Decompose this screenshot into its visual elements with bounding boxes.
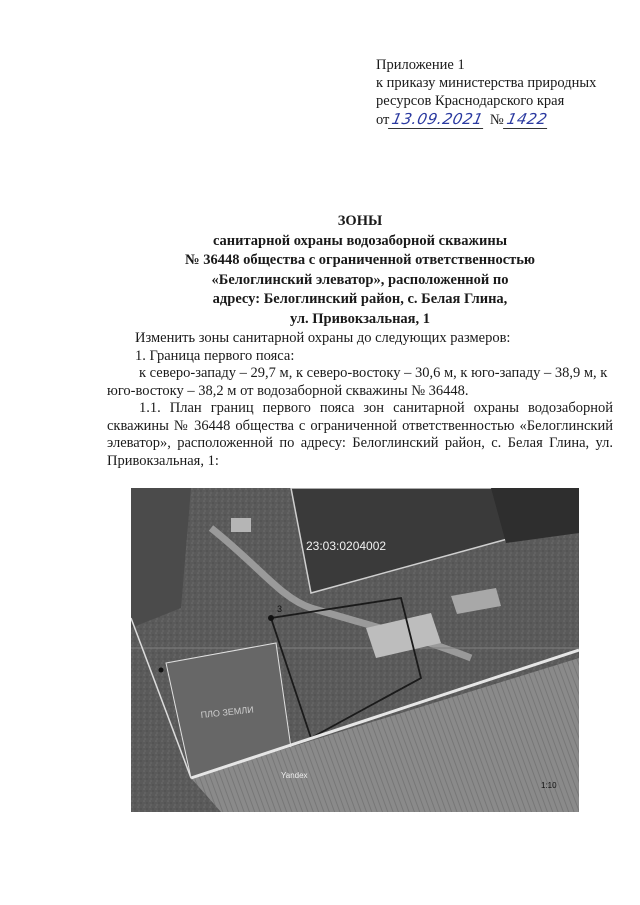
map-drawing	[131, 488, 579, 812]
body-first-zone-heading: 1. Граница первого пояса:	[135, 347, 295, 364]
appendix-ministry-line: ресурсов Краснодарского края	[376, 93, 565, 109]
appendix-header	[376, 56, 626, 129]
number-prefix: №	[489, 112, 504, 128]
document-title	[120, 212, 600, 329]
body-intro: Изменить зоны санитарной охраны до следующих размеров:	[135, 330, 511, 346]
point-label: 3	[277, 604, 283, 614]
title-line-3: № 36448 общества с ограниченной ответственностью	[185, 252, 535, 268]
satellite-map	[131, 488, 579, 812]
map-point-marker-2	[159, 668, 164, 673]
title-line-6: ул. Привокзальная, 1	[289, 310, 431, 327]
title-line-2: санитарной охраны водозаборной скважины	[212, 232, 508, 249]
appendix-title: Приложение 1	[376, 57, 465, 73]
date-prefix: от	[376, 112, 390, 128]
map-point-marker	[268, 615, 274, 621]
title-heading: ЗОНЫ	[337, 213, 383, 229]
appendix-date-line	[376, 110, 626, 129]
map-building-3	[231, 518, 251, 532]
map-watermark: Yandex	[281, 771, 308, 780]
body-distances: к северо-западу – 29,7 м, к северо-востоку – 30,6 м, к юго-западу – 38,9 м, к юго-востоку – 38,2 м от водозаборной скважины № 36448.	[107, 365, 608, 399]
field-label: ПЛО ЗЕМЛИ	[200, 704, 255, 720]
document-body	[107, 330, 613, 470]
appendix-order-line: к приказу министерства природных	[376, 75, 597, 91]
handwritten-date: 13.09.2021	[388, 110, 487, 129]
body-plan-description: 1.1. План границ первого пояса зон санитарной охраны водозаборной скважины № 36448 общества с ограниченной ответственностью «Белоглинский элеватор», расположенной по адресу: Белоглинский район, с. Белая Глина, ул. Привокзальная, 1:	[107, 400, 613, 469]
title-line-5: адресу: Белоглинский район, с. Белая Глина,	[212, 291, 508, 307]
map-dark-corner	[491, 488, 579, 543]
map-scale-label: 1:10	[541, 781, 557, 790]
handwritten-number: 1422	[503, 110, 551, 129]
cadastral-number-label: 23:03:0204002	[306, 539, 387, 553]
title-line-4: «Белоглинский элеватор», расположенной по	[211, 271, 509, 288]
